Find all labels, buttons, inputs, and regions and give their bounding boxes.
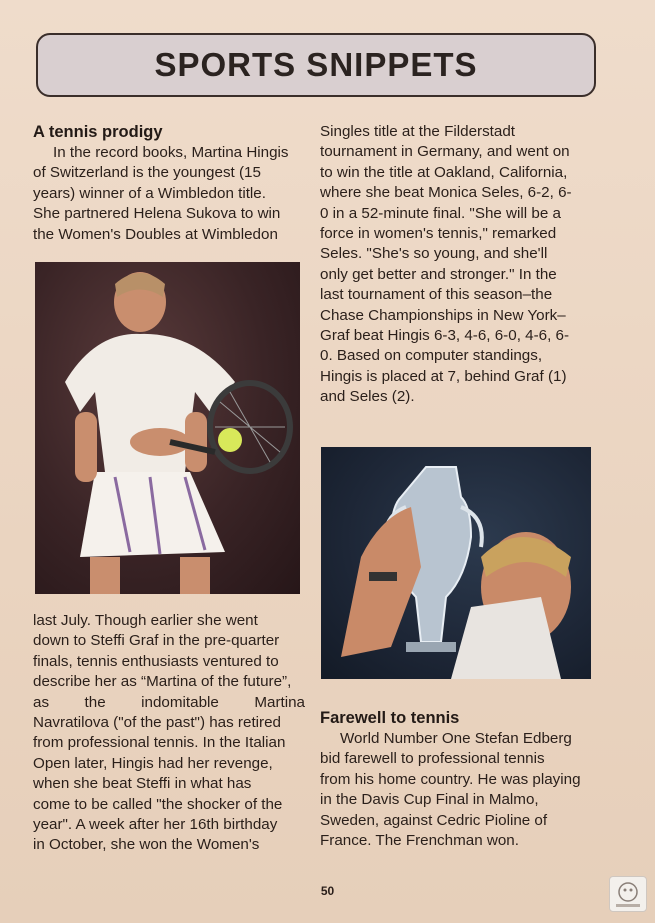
text-line: the Women's Doubles at Wimbledon xyxy=(33,225,278,243)
text-line: year". A week after her 16th birthday xyxy=(33,816,278,834)
article-prodigy-intro xyxy=(33,122,305,245)
text-line: finals, tennis enthusiasts ventured to xyxy=(33,652,279,670)
text-line: from his home country. He was playing xyxy=(320,770,581,788)
text-line: 0 in a 52-minute final. "She will be a xyxy=(320,204,561,222)
text-line: from professional tennis. In the Italian xyxy=(33,734,286,752)
text-line: France. The Frenchman won. xyxy=(320,832,519,850)
text-line: where she beat Monica Seles, 6-2, 6- xyxy=(320,184,572,202)
text-line: and Seles (2). xyxy=(320,388,415,406)
article-prodigy-right xyxy=(320,122,592,408)
scanner-logo-icon xyxy=(609,876,647,912)
logo-mark-icon xyxy=(610,877,646,911)
section-title: SPORTS SNIPPETS xyxy=(154,46,478,83)
text-line: Seles. "She's so young, and she'll xyxy=(320,245,548,263)
section-banner xyxy=(36,33,596,97)
article-paragraph xyxy=(33,143,305,245)
text-line: as the indomitable Martina xyxy=(33,693,305,711)
text-line: last tournament of this season–the xyxy=(320,286,553,304)
text-line: Sweden, against Cedric Pioline of xyxy=(320,811,548,829)
text-line: down to Steffi Graf in the pre-quarter xyxy=(33,632,280,650)
page-number: 50 xyxy=(320,884,335,898)
article-heading: A tennis prodigy xyxy=(33,123,163,141)
text-line: bid farewell to professional tennis xyxy=(320,750,545,768)
text-line: Graf beat Hingis 6-3, 4-6, 6-0, 4-6, 6- xyxy=(320,327,570,345)
text-line: to win the title at Oakland, California, xyxy=(320,163,568,181)
text-line: only get better and stronger." In the xyxy=(320,265,557,283)
text-line: years) winner of a Wimbledon title. xyxy=(33,184,266,202)
article-paragraph xyxy=(320,729,592,851)
text-line: tournament in Germany, and went on xyxy=(320,143,570,161)
article-farewell xyxy=(320,708,592,851)
text-line: last July. Though earlier she went xyxy=(33,612,258,629)
text-line: Singles title at the Filderstadt xyxy=(320,123,516,140)
text-line: force in women's tennis," remarked xyxy=(320,225,557,243)
text-line: of Switzerland is the youngest (15 xyxy=(33,164,261,182)
text-line: She partnered Helena Sukova to win xyxy=(33,205,281,223)
text-line: In the record books, Martina Hingis xyxy=(53,144,289,161)
text-line: describe her as “Martina of the future”, xyxy=(33,673,292,691)
text-line: Chase Championships in New York– xyxy=(320,306,566,324)
text-line: come to be called "the shocker of the xyxy=(33,795,283,813)
tennis-player-illustration xyxy=(35,262,300,594)
text-line: when she beat Steffi in what has xyxy=(33,775,252,793)
text-line: Navratilova ("of the past") has retired xyxy=(33,714,281,732)
edberg-photo xyxy=(321,447,591,679)
text-line: Hingis is placed at 7, behind Graf (1) xyxy=(320,367,567,385)
hingis-photo xyxy=(35,262,300,594)
text-line: Open later, Hingis had her revenge, xyxy=(33,754,273,772)
trophy-kiss-illustration xyxy=(321,447,591,679)
text-line: in October, she won the Women's xyxy=(33,836,260,854)
article-heading: Farewell to tennis xyxy=(320,709,460,727)
text-line: World Number One Stefan Edberg xyxy=(340,730,572,747)
text-line: in the Davis Cup Final in Malmo, xyxy=(320,791,539,809)
text-line: 0. Based on computer standings, xyxy=(320,347,543,365)
article-prodigy-continued xyxy=(33,611,305,856)
